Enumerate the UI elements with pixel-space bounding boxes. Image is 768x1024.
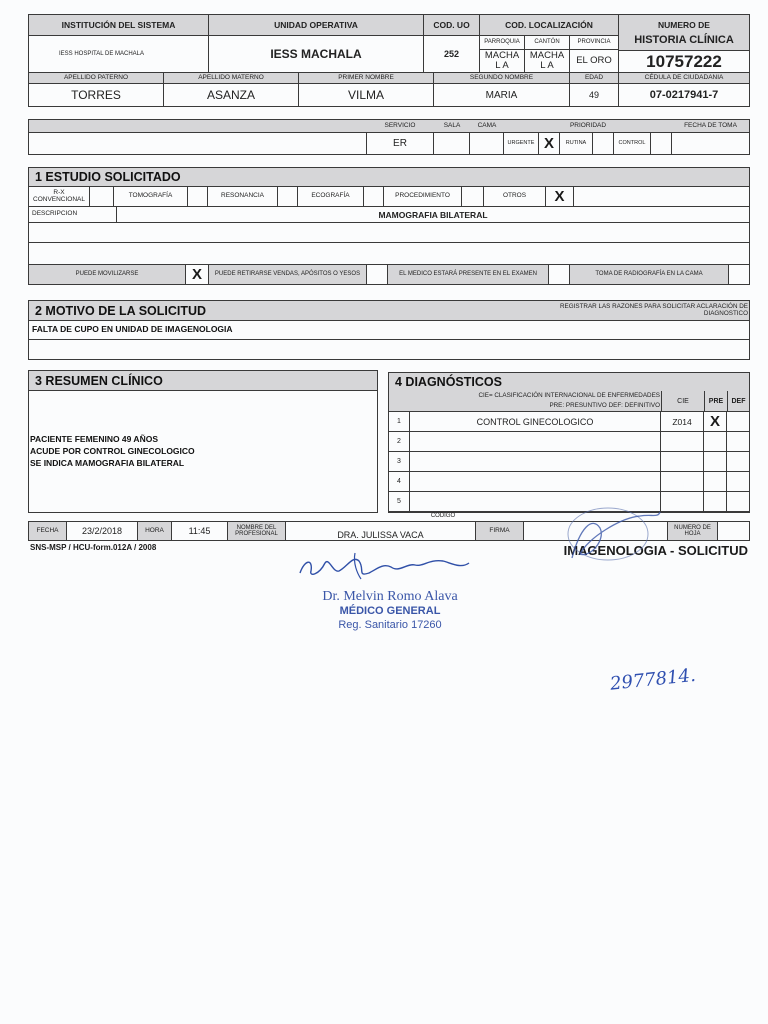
edad-label: EDAD: [570, 72, 619, 84]
signature-mark: [295, 545, 475, 585]
control-checkbox[interactable]: [650, 133, 672, 154]
otros-checkbox[interactable]: X: [546, 187, 574, 207]
parroquia-value: MACHAL A: [480, 50, 525, 72]
toma-cama-checkbox[interactable]: [728, 265, 749, 284]
movilizarse-checkbox[interactable]: X: [185, 265, 209, 284]
diag-row-cie: [661, 432, 704, 452]
section2-title: 2 MOTIVO DE LA SOLICITUD: [29, 301, 749, 321]
apellido-paterno-value: TORRES: [29, 84, 164, 106]
rx-label: R-X CONVENCIONAL: [29, 187, 90, 207]
medico-presente-checkbox[interactable]: [548, 265, 570, 284]
diag-row-num: 5: [389, 492, 410, 512]
sala-label: SALA: [443, 122, 461, 130]
cod-uo-label: COD. UO: [424, 15, 480, 35]
def-label: DEF: [727, 391, 749, 412]
diag-row-desc: [410, 432, 661, 452]
section4-title: 4 DIAGNÓSTICOS: [389, 373, 749, 391]
diag-row-desc: [410, 452, 661, 472]
stamp-name: Dr. Melvin Romo Alava: [322, 589, 458, 604]
canton-value: MACHAL A: [525, 50, 570, 72]
edad-value: 49: [570, 84, 619, 106]
historia-label-2: HISTORIA CLÍNICA: [634, 34, 734, 46]
handwritten-number: 2977814.: [609, 664, 697, 695]
ecografia-label: ECOGRAFÍA: [298, 187, 364, 207]
diag-row-desc: CONTROL GINECOLOGICO: [410, 412, 661, 432]
diag-row-pre: [704, 452, 727, 472]
parroquia-label: PARROQUIA: [480, 36, 525, 50]
cod-loc-label: COD. LOCALIZACIÓN: [480, 15, 619, 35]
stamp-mark: [560, 498, 670, 578]
cie-label: CIE: [661, 391, 704, 412]
section3-title: 3 RESUMEN CLÍNICO: [29, 371, 377, 391]
section2-note: REGISTRAR LAS RAZONES PARA SOLICITAR ACLARACIÓN DE DIAGNOSTICO: [559, 303, 748, 317]
institucion-label: INSTITUCIÓN DEL SISTEMA: [29, 15, 209, 35]
diag-row-pre: [704, 492, 727, 512]
form-title: IMAGENOLOGIA - SOLICITUD: [563, 543, 748, 558]
resonancia-label: RESONANCIA: [208, 187, 278, 207]
urgente-checkbox[interactable]: X: [538, 133, 560, 154]
diag-row-cie: [661, 452, 704, 472]
diag-row-def: [727, 452, 749, 472]
diag-row-def: [727, 432, 749, 452]
profesional-label: NOMBRE DEL PROFESIONAL: [228, 522, 286, 540]
tomografia-label: TOMOGRAFÍA: [114, 187, 188, 207]
canton-label: CANTÓN: [525, 36, 570, 50]
vendas-checkbox[interactable]: [366, 265, 388, 284]
provincia-label: PROVINCIA: [570, 36, 619, 50]
pre-label: PRE: [704, 391, 727, 412]
historia-label-1: NUMERO DE: [658, 20, 710, 30]
apellido-materno-value: ASANZA: [164, 84, 299, 106]
apellido-paterno-label: APELLIDO PATERNO: [29, 72, 164, 84]
descripcion-label: DESCRIPCION: [29, 207, 117, 223]
diag-row-num: 2: [389, 432, 410, 452]
cedula-value: 07-0217941-7: [649, 89, 719, 101]
firma-label: FIRMA: [476, 522, 524, 540]
toma-cama-label: TOMA DE RADIOGRAFÍA EN LA CAMA: [595, 271, 703, 278]
segundo-nombre-label: SEGUNDO NOMBRE: [434, 72, 570, 84]
rutina-label: RUTINA: [565, 139, 587, 146]
motivo-value: FALTA DE CUPO EN UNIDAD DE IMAGENOLOGIA: [32, 324, 233, 334]
procedimiento-label: PROCEDIMIENTO: [384, 187, 462, 207]
cie-note-1: CIE= CLASIFICACIÓN INTERNACIONAL DE ENFERMEDADES: [478, 392, 660, 400]
cie-note-2: PRE: PRESUNTIVO DEF: DEFINITIVO: [549, 402, 660, 410]
rutina-checkbox[interactable]: [592, 133, 614, 154]
form-code: SNS-MSP / HCU-form.012A / 2008: [30, 543, 157, 552]
servicio-value: ER: [366, 133, 434, 154]
descripcion-value: MAMOGRAFIA BILATERAL: [117, 207, 749, 223]
vendas-label: PUEDE RETIRARSE VENDAS, APÓSITOS O YESOS: [214, 271, 361, 278]
resumen-line-1: PACIENTE FEMENINO 49 AÑOS: [30, 434, 158, 444]
unidad-label: UNIDAD OPERATIVA: [209, 15, 424, 35]
provincia-value: EL ORO: [570, 50, 619, 72]
diag-row-cie: Z014: [661, 412, 704, 432]
cod-uo-value: 252: [424, 36, 480, 72]
primer-nombre-label: PRIMER NOMBRE: [299, 72, 434, 84]
stamp-reg: Reg. Sanitario 17260: [338, 619, 442, 631]
otros-label: OTROS: [484, 187, 546, 207]
historia-value: 10757222: [619, 50, 749, 72]
diag-row-pre: X: [704, 412, 727, 432]
cedula-label: CÉDULA DE CIUDADANIA: [644, 73, 724, 81]
diag-row-num: 3: [389, 452, 410, 472]
prioridad-label: PRIORIDAD: [569, 122, 607, 130]
urgente-label: URGENTE: [507, 139, 535, 146]
movilizarse-label: PUEDE MOVILIZARSE: [75, 271, 139, 278]
diag-row-pre: [704, 432, 727, 452]
hoja-label: NUMERO DE HOJA: [668, 522, 718, 540]
section1-title: 1 ESTUDIO SOLICITADO: [29, 168, 749, 187]
diag-row-cie: [661, 472, 704, 492]
diag-row-def: [727, 492, 749, 512]
medico-presente-label: EL MEDICO ESTARÁ PRESENTE EN EL EXAMEN: [399, 271, 537, 278]
diag-row-desc: [410, 472, 661, 492]
resumen-line-2: ACUDE POR CONTROL GINECOLOGICO: [30, 446, 195, 456]
primer-nombre-value: VILMA: [299, 84, 434, 106]
fecha-label: FECHA: [29, 522, 67, 540]
hora-value: 11:45: [172, 522, 228, 540]
stamp-title: MÉDICO GENERAL: [339, 605, 441, 617]
diag-row-num: 1: [389, 412, 410, 432]
institucion-value: IESS HOSPITAL DE MACHALA: [29, 36, 209, 72]
resumen-line-3: SE INDICA MAMOGRAFIA BILATERAL: [30, 458, 185, 468]
hora-label: HORA: [138, 522, 172, 540]
diag-row-num: 4: [389, 472, 410, 492]
codigo-label: CODIGO: [430, 513, 456, 520]
diag-row-def: [727, 412, 749, 432]
profesional-value: DRA. JULISSA VACA: [286, 522, 476, 540]
control-label: CONTROL: [618, 139, 646, 146]
apellido-materno-label: APELLIDO MATERNO: [164, 72, 299, 84]
servicio-label: SERVICIO: [384, 122, 416, 130]
unidad-value: IESS MACHALA: [209, 36, 424, 72]
diag-row-pre: [704, 472, 727, 492]
segundo-nombre-value: MARIA: [434, 84, 570, 106]
fecha-value: 23/2/2018: [67, 522, 138, 540]
cama-label: CAMA: [477, 122, 497, 130]
diag-row-def: [727, 472, 749, 492]
fecha-toma-label: FECHA DE TOMA: [684, 122, 737, 130]
